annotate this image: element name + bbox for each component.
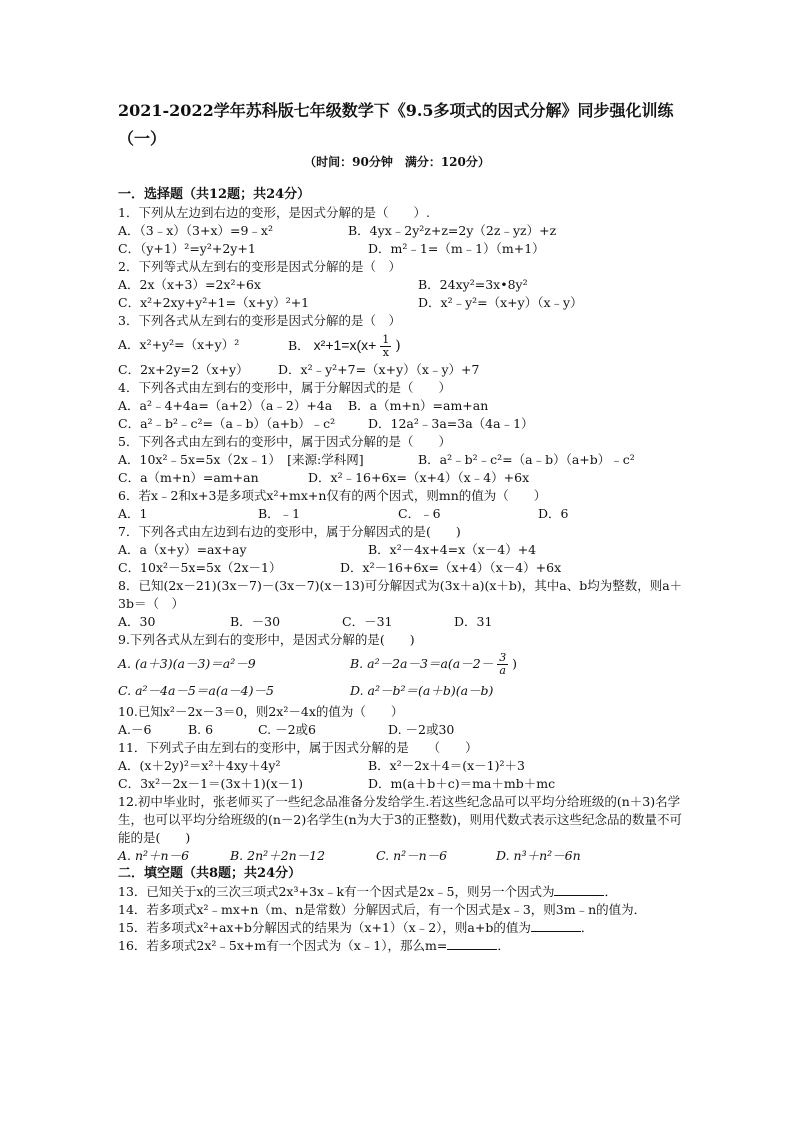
answer-blank[interactable] (531, 920, 581, 932)
question-2-options-row-2 (118, 294, 683, 312)
question-11-options-row-1 (118, 757, 683, 775)
option-b: B．x²－4x+4=x（x－4）+4 (368, 542, 537, 557)
question-1-options-row-1 (118, 222, 683, 240)
question-14 (118, 901, 683, 919)
question-15-text: 15．若多项式x²+ax+b分解因式的结果为（x+1）（x﹣2），则a+b的值为 (118, 920, 531, 935)
question-content (118, 186, 683, 955)
answer-blank[interactable] (554, 884, 604, 896)
question-12-options (118, 847, 683, 865)
option-b: B．x²－2x＋4＝(x－1)²＋3 (368, 758, 525, 773)
option-c: C. a²－4a－5＝a(a－4)－5 (118, 683, 274, 698)
option-b (288, 330, 401, 361)
question-6: 6．若x﹣2和x+3是多项式x²+mx+n仅有的两个因式，则mn的值为（ ） (118, 488, 547, 503)
option-d: D. a²－b²＝(a＋b)(a－b) (350, 683, 494, 698)
option-c: C. n²－n－6 (376, 848, 448, 863)
option-c: C．（y+1）²=y²+2y+1 (118, 241, 256, 256)
option-d: D．x²－16+6x=（x+4）（x－4）+6x (340, 560, 562, 575)
option-b: B. 6 (188, 722, 214, 737)
option-b-expression: x²+1=x(x+ (313, 337, 377, 353)
fraction-denominator: a (499, 664, 506, 677)
question-14-end: ． (633, 902, 647, 917)
option-b (350, 649, 517, 679)
option-c: C. －2或6 (258, 722, 316, 737)
option-a: A．x²+y²=（x+y）² (118, 337, 240, 352)
question-15 (118, 919, 683, 937)
question-7-options-row-2 (118, 559, 683, 577)
option-c: C．－31 (342, 614, 393, 629)
document-title: 2021-2022学年苏科版七年级数学下《9.5多项式的因式分解》同步强化训练（一） (118, 101, 674, 148)
section-heading-fill-in: 二．填空题（共8题；共24分） (118, 866, 302, 881)
question-2: 2．下列等式从左到右的变形是因式分解的是（ ） (118, 259, 401, 274)
answer-blank[interactable] (447, 938, 497, 950)
question-11-options-row-2 (118, 775, 683, 793)
question-9-options-row-1 (118, 649, 683, 679)
question-7: 7．下列各式由左边到右边的变形中，属于分解因式的是( ) (118, 524, 461, 539)
question-13-end: ． (604, 884, 617, 899)
document-subtitle: （时间：90分钟 满分：120分） (304, 155, 490, 169)
option-b-close: ) (395, 338, 401, 354)
option-a: A．a（x+y）=ax+ay (118, 542, 247, 557)
option-b-expression: B. a²－2a－3＝a(a－2－ (350, 656, 494, 671)
question-16-text: 16．若多项式2x²﹣5x+m有一个因式为（x﹣1），那么m= (118, 938, 448, 953)
option-a: A．(x＋2y)²＝x²＋4xy＋4y² (118, 758, 281, 773)
question-7-options-row-1 (118, 541, 683, 559)
question-8: 8．已知(2x－21)(3x－7)－(3x－7)(x－13)可分解因式为(3x＋a)(x＋b)，其中a、b均为整数，则a＋3b＝（ ） (118, 578, 683, 611)
question-4-options-row-1 (118, 397, 683, 415)
question-13 (118, 883, 683, 901)
question-3: 3．下列各式从左到右的变形是因式分解的是（ ） (118, 313, 401, 328)
option-d: D．m(a＋b＋c)＝ma＋mb＋mc (368, 776, 556, 791)
option-b: B．a（m+n）=am+an (348, 398, 489, 413)
fraction-numerator: 1 (382, 333, 390, 346)
option-a: A. n²＋n－6 (118, 848, 190, 863)
option-d: D．x²﹣y²+7=（x+y）（x﹣y）+7 (278, 362, 480, 377)
option-a: A. (a＋3)(a－3)＝a²－9 (118, 656, 256, 671)
option-b-close: ) (512, 656, 518, 671)
question-16 (118, 937, 683, 955)
question-4: 4．下列各式由左到右的变形中，属于分解因式的是（ ） (118, 380, 451, 395)
fraction-numerator: 3 (499, 651, 507, 664)
option-d: D．x²﹣16+6x=（x+4）（x﹣4）+6x (308, 470, 530, 485)
question-5: 5．下列各式由左到右的变形中，属于因式分解的是（ ） (118, 434, 451, 449)
option-c: C．x²+2xy+y²+1=（x+y）²+1 (118, 295, 310, 310)
option-a: A．1 (118, 506, 148, 521)
option-c: C．10x²－5x=5x（2x－1） (118, 560, 282, 575)
question-6-options (118, 505, 683, 523)
question-5-options-row-1 (118, 451, 683, 469)
option-c: C．a²﹣b²﹣c²=（a﹣b）（a+b）﹣c² (118, 416, 336, 431)
option-b: B．－30 (230, 614, 281, 629)
question-5-options-row-2 (118, 469, 683, 487)
option-b: B．4yx﹣2y²z+z=2y（2z﹣yz）+z (348, 223, 557, 238)
question-15-end: ． (580, 920, 594, 935)
option-a: A．2x（x+3）=2x²+6x (118, 277, 261, 292)
option-d: D．31 (454, 614, 493, 629)
question-14-text: 14．若多项式x²﹣mx+n（m、n是常数）分解因式后，有一个因式是x﹣3，则3m﹣n的值为 (118, 902, 634, 917)
question-16-end: ． (497, 938, 510, 953)
option-b-label: B． (288, 338, 310, 353)
option-a: A．30 (118, 614, 156, 629)
option-a: A．（3﹣x）（3+x）=9﹣x² (118, 223, 273, 238)
option-d: D．6 (538, 506, 569, 521)
fraction-denominator: x (382, 346, 389, 359)
question-3-options-row-1 (118, 330, 683, 361)
question-10: 10.已知x²－2x－3＝0，则2x²－4x的值为（ ） (118, 704, 404, 719)
option-d: D. n³＋n²－6n (496, 848, 581, 863)
question-1-options-row-2 (118, 240, 683, 258)
option-b: B. 2n²＋2n－12 (230, 848, 326, 863)
option-d: D．x²﹣y²=（x+y）（x﹣y） (418, 295, 583, 310)
question-3-options-row-2 (118, 361, 683, 379)
question-1: 1．下列从左边到右边的变形，是因式分解的是（ ）. (118, 205, 430, 220)
option-d: D．12a²﹣3a=3a（4a﹣1） (368, 416, 534, 431)
option-a: A.－6 (118, 722, 152, 737)
option-a: A．10x²﹣5x=5x（2x﹣1） [来源:学科网] (118, 452, 364, 467)
option-c: C．﹣6 (398, 506, 441, 521)
option-b: B．24xy²=3x•8y² (418, 277, 528, 292)
question-4-options-row-2 (118, 415, 683, 433)
question-9: 9.下列各式从左到右的变形中，是因式分解的是( ) (118, 632, 415, 647)
option-c: C．3x²－2x－1＝(3x＋1)(x－1) (118, 776, 303, 791)
question-11: 11．下列式子由左到右的变形中，属于因式分解的是 （ ） (118, 740, 478, 755)
fraction (497, 652, 508, 677)
question-2-options-row-1 (118, 276, 683, 294)
question-13-text: 13．已知关于x的三次三项式2x³+3x﹣k有一个因式是2x﹣5，则另一个因式为 (118, 884, 555, 899)
option-a: A．a²﹣4+4a=（a+2）（a﹣2）+4a (118, 398, 333, 413)
question-8-options (118, 613, 683, 631)
option-c: C．2x+2y=2（x+y） (118, 362, 249, 377)
option-d: D．m²﹣1=（m﹣1）（m+1） (368, 241, 545, 256)
fraction (380, 334, 391, 359)
section-heading-choice: 一．选择题（共12题；共24分） (118, 187, 311, 202)
option-b: B．﹣1 (258, 506, 301, 521)
option-c: C．a（m+n）=am+an (118, 470, 259, 485)
option-b: B．a²﹣b²﹣c²=（a﹣b）（a+b）﹣c² (418, 452, 635, 467)
question-9-options-row-2 (118, 679, 683, 703)
question-12: 12.初中毕业时，张老师买了一些纪念品准备分发给学生.若这些纪念品可以平均分给班级的(n＋3)名学生，也可以平均分给班级的(n－2)名学生(n为大于3的正整数)，则用代数式表示这些纪念品的数量不可能的是( ) (118, 794, 683, 845)
question-10-options (118, 721, 683, 739)
option-d: D. －2或30 (388, 722, 455, 737)
